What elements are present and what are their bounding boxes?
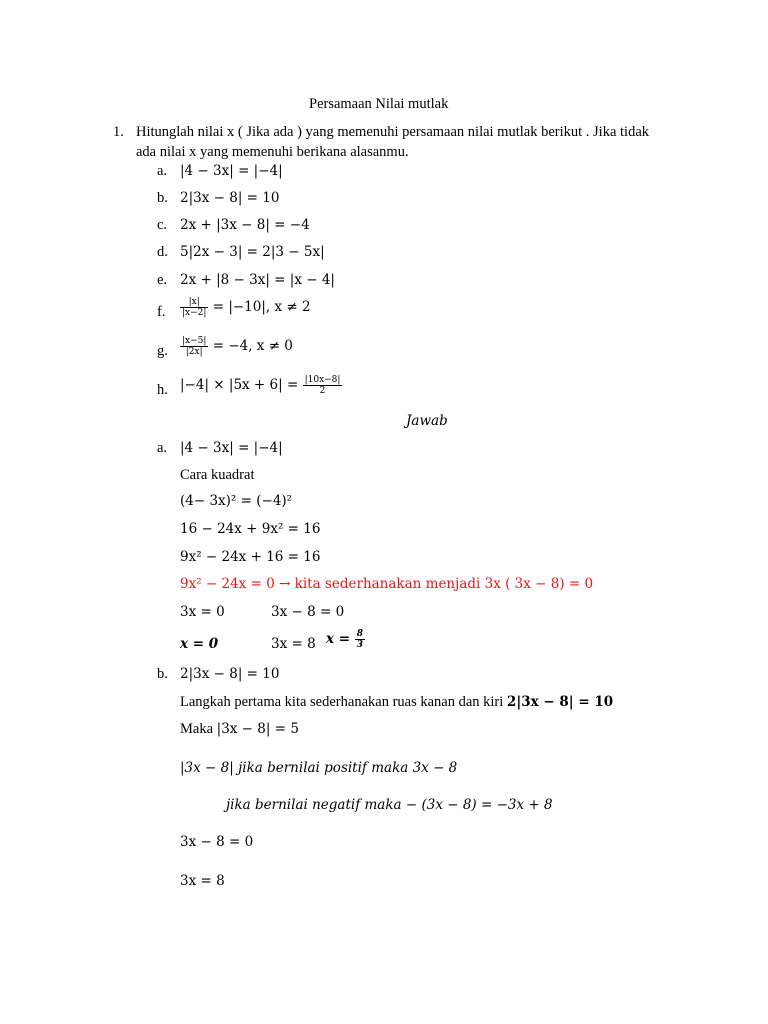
item-equation: $\frac{|x|}{|x-2|}$ = |−10|, x ≠ 2 xyxy=(182,297,311,318)
step-1: (4− 3x)² = (−4)² xyxy=(180,493,293,509)
item-label: e. xyxy=(157,272,168,288)
item-label: f. xyxy=(157,304,166,320)
fraction: $\frac{|10x-8|}{2}$ xyxy=(304,375,341,396)
item-label: b. xyxy=(157,190,168,206)
method-text: Cara kuadrat xyxy=(180,467,255,483)
step-1: Langkah pertama kita sederhanakan ruas kanan dan kiri 2|3x − 8| = 10 xyxy=(180,694,614,710)
step-4: jika bernilai negatif maka − (3x − 8) = −3x + 8 xyxy=(226,797,553,813)
question-text-line2: ada nilai x yang memenuhi berikana alasanmu. xyxy=(136,144,409,160)
item-label: c. xyxy=(157,217,168,233)
fraction: $\frac{|x|}{|x-2|}$ xyxy=(182,297,207,318)
solution-right-2-fraction: x = $\frac{8}{3}$ xyxy=(326,629,364,650)
item-equation: 5|2x − 3| = 2|3 − 5x| xyxy=(180,244,325,260)
question-text-line1: Hitunglah nilai x ( Jika ada ) yang memenuhi persamaan nilai mutlak berikut . Jika tidak xyxy=(136,124,650,140)
page-title: Persamaan Nilai mutlak xyxy=(309,96,449,112)
step-2: 16 − 24x + 9x² = 16 xyxy=(180,521,321,537)
step-3: 9x² − 24x + 16 = 16 xyxy=(180,549,321,565)
answer-label: a. xyxy=(157,440,168,456)
answer-equation: 2|3x − 8| = 10 xyxy=(180,666,280,682)
solution-right-1: 3x − 8 = 0 xyxy=(271,604,345,620)
solution-left-2: x = 0 xyxy=(180,636,219,652)
question-number: 1. xyxy=(113,124,124,140)
item-label: d. xyxy=(157,244,168,260)
item-equation: 2|3x − 8| = 10 xyxy=(180,190,280,206)
step-3: |3x − 8| jika bernilai positif maka 3x − 8 xyxy=(180,760,458,776)
item-label: a. xyxy=(157,163,168,179)
item-equation: $\frac{|x-5|}{|2x|}$ = −4, x ≠ 0 xyxy=(182,336,293,357)
answer-label: b. xyxy=(157,666,168,682)
item-label: g. xyxy=(157,343,168,359)
answer-heading: Jawab xyxy=(406,413,448,429)
answer-equation: |4 − 3x| = |−4| xyxy=(180,440,283,456)
step-5: 3x − 8 = 0 xyxy=(180,834,254,850)
solution-left-1: 3x = 0 xyxy=(180,604,225,620)
solution-right-2: 3x = 8 xyxy=(271,636,316,652)
item-label: h. xyxy=(157,382,168,398)
item-equation: |4 − 3x| = |−4| xyxy=(180,163,283,179)
step-2: Maka |3x − 8| = 5 xyxy=(180,721,299,737)
item-equation: |−4| × |5x + 6| = $\frac{|10x-8|}{2}$ xyxy=(180,375,341,396)
fraction: $\frac{|x-5|}{|2x|}$ xyxy=(182,336,207,357)
step-4-highlight: 9x² − 24x = 0 → kita sederhanakan menjadi 3x ( 3x − 8) = 0 xyxy=(180,576,594,592)
fraction: $\frac{8}{3}$ xyxy=(356,629,364,650)
step-6: 3x = 8 xyxy=(180,873,225,889)
item-equation: 2x + |8 − 3x| = |x − 4| xyxy=(180,272,335,288)
item-equation: 2x + |3x − 8| = −4 xyxy=(180,217,310,233)
